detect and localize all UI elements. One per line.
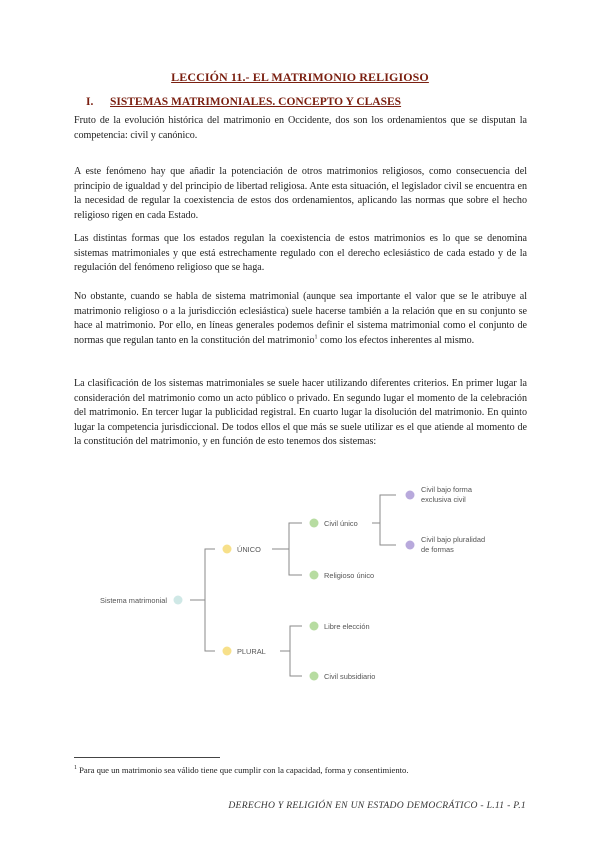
- pluralidad-formas-node-dot: [406, 541, 415, 550]
- root-label: Sistema matrimonial: [100, 596, 167, 605]
- marriage-systems-diagram: [0, 470, 600, 690]
- footnote-text: Para que un matrimonio sea válido tiene que cumplir con la capacidad, forma y consentimiento.: [79, 765, 409, 775]
- religioso-unico-label: Religioso único: [324, 571, 375, 580]
- civil-subsidiario-node-dot: [310, 672, 319, 681]
- forma-exclusiva-node-dot: [406, 491, 415, 500]
- libre-eleccion-node-dot: [310, 622, 319, 631]
- section-number: I.: [86, 96, 94, 108]
- plural-label: PLURAL: [237, 647, 266, 656]
- connector-root: [190, 549, 215, 651]
- pluralidad-formas-label-line1: Civil bajo pluralidad: [421, 535, 486, 544]
- civil-unico-node-dot: [310, 519, 319, 528]
- section-title: SISTEMAS MATRIMONIALES. CONCEPTO Y CLASES: [110, 96, 402, 108]
- connector-unico: [272, 523, 302, 575]
- connector-plural: [280, 626, 302, 676]
- unico-label: ÚNICO: [237, 545, 261, 554]
- footnote-reference[interactable]: 1: [314, 334, 318, 341]
- forma-exclusiva-label-line1: Civil bajo forma: [421, 485, 472, 494]
- religioso-unico-node-dot: [310, 571, 319, 580]
- libre-eleccion-label: Libre elección: [324, 622, 370, 631]
- paragraph-4-text: No obstante, cuando se habla de sistema matrimonial (aunque sea importante el valor que se le atribuye al matrimonio religioso o a la jurisdicción eclesiástica) suele hacerse también a la relación que en su conjunto se hace al matrimonio. Por ello, en líneas generales podemos definir el sistema matrimonial como el conjunto de normas que regulan tanto en la constitución del matrimonio: [74, 291, 527, 346]
- page-footer: DERECHO Y RELIGIÓN EN UN ESTADO DEMOCRÁTICO - L.11 - P.1: [228, 800, 526, 811]
- paragraph-4-tail: como los efectos inherentes al mismo.: [317, 334, 475, 346]
- civil-subsidiario-label: Civil subsidiario: [324, 672, 376, 681]
- paragraph-5: La clasificación de los sistemas matrimoniales se suele hacer utilizando diferentes criterios. En primer lugar la consideración del matrimonio como un acto público o privado. En segundo lugar el momento de la celebración del matrimonio. En tercer lugar la publicidad registral. En cuarto lugar la disolución del matrimonio. En quinto lugar la competencia jurisdiccional. De todos ellos el que más se suele utilizar es el que atiende al momento de la constitución del matrimonio, y en función de esto tenemos dos sistemas:: [74, 378, 527, 448]
- forma-exclusiva-label-line2: exclusiva civil: [421, 495, 466, 504]
- footnote-separator: [74, 757, 220, 758]
- paragraph-4: [74, 290, 527, 348]
- civil-unico-label: Civil único: [324, 519, 358, 528]
- footnote: [74, 765, 408, 775]
- footnote-number: 1: [74, 765, 77, 772]
- pluralidad-formas-label-line2: de formas: [421, 545, 454, 554]
- paragraph-1: Fruto de la evolución histórica del matrimonio en Occidente, dos son los ordenamientos que se disputan la competencia: civil y canónico.: [74, 115, 527, 141]
- root-node-dot: [174, 596, 183, 605]
- section-heading: [86, 96, 401, 108]
- unico-node-dot: [223, 545, 232, 554]
- lesson-title: LECCIÓN 11.- EL MATRIMONIO RELIGIOSO: [171, 70, 429, 84]
- connector-civil-unico: [372, 495, 396, 545]
- paragraph-3: Las distintas formas que los estados regulan la coexistencia de estos matrimonios es lo que se denomina sistemas matrimoniales y que está estrechamente regulado con el derecho eclesiástico de cada estado y de la regulación del fenómeno religioso que se haga.: [74, 233, 527, 274]
- paragraph-2: A este fenómeno hay que añadir la potenciación de otros matrimonios religiosos, como consecuencia del principio de igualdad y del principio de libertad religiosa. Ante esta situación, el legislador civil se encuentra en la necesidad de regular la coexistencia de estos dos ordenamientos, aplicando las normas que sobre el hecho religioso rigen en cada Estado.: [74, 166, 527, 221]
- plural-node-dot: [223, 647, 232, 656]
